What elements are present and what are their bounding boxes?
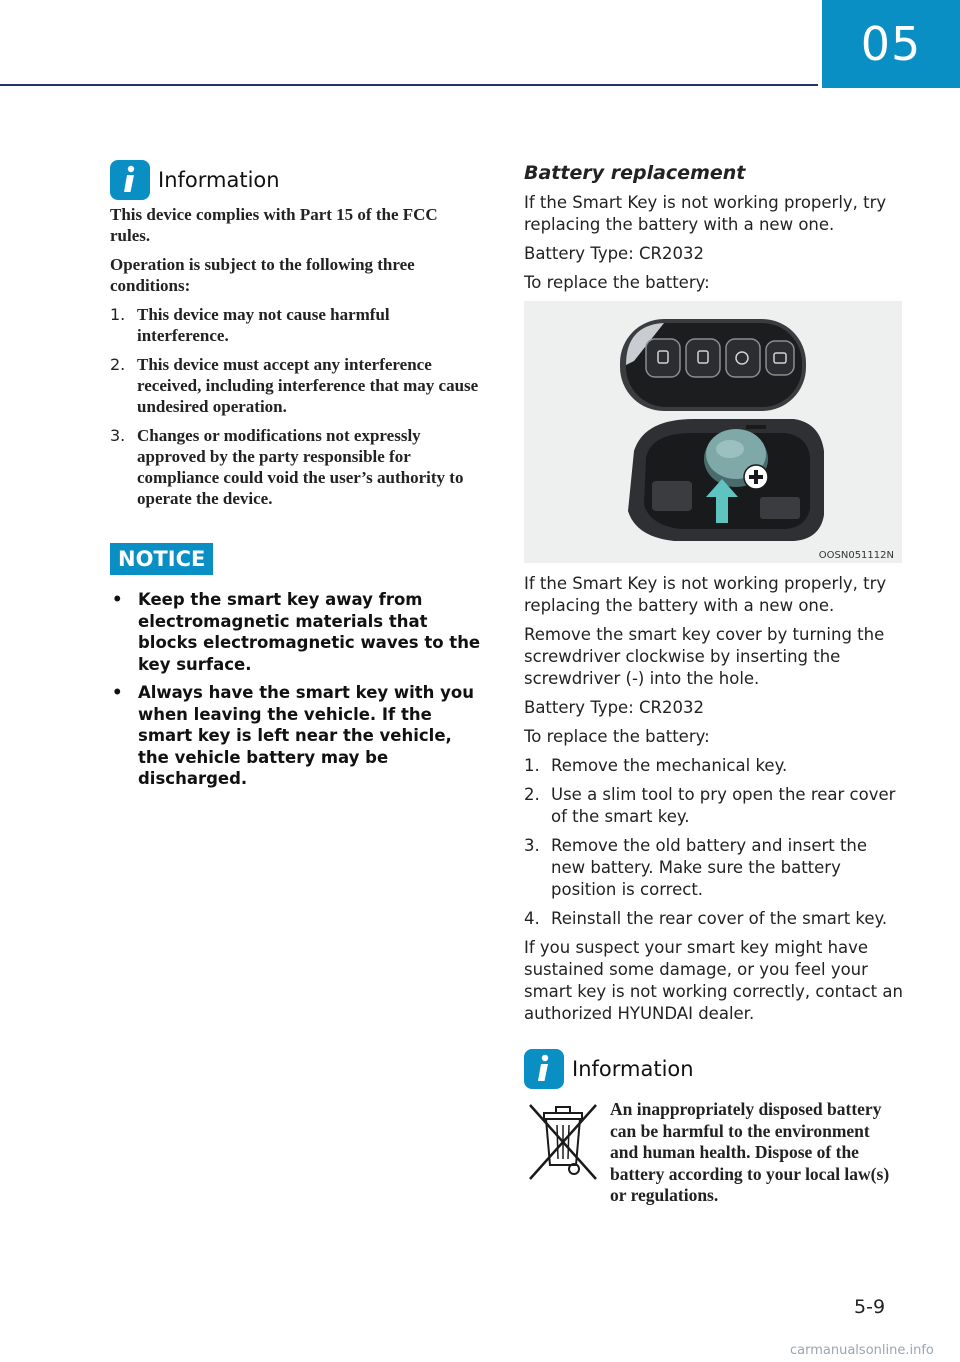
list-item: [110, 304, 482, 346]
chapter-tab: [822, 0, 960, 88]
steps-list: [524, 755, 904, 930]
body-paragraph: If the Smart Key is not working properly, try replacing the battery with a new one.: [524, 193, 887, 234]
figure-code: OOSN051112N: [818, 550, 894, 561]
watermark: carmanualsonline.info: [790, 1343, 934, 1358]
page-number: 5-9: [854, 1296, 886, 1318]
item-number: 3.: [110, 426, 126, 445]
disposal-info: [524, 1099, 904, 1207]
body-text: [524, 573, 904, 1025]
information-title: Information: [158, 168, 280, 192]
list-item: [110, 589, 482, 675]
step-number: 2.: [524, 785, 540, 804]
item-text: This device may not cause harmful interference.: [137, 305, 390, 345]
list-item: [524, 835, 904, 901]
body-paragraph: If you suspect your smart key might have sustained some damage, or you feel your smart key is not working correctly, contact an authorized HYUNDAI dealer.: [524, 938, 903, 1023]
conditions-list: [110, 304, 482, 509]
body-paragraph: To replace the battery:: [524, 727, 710, 746]
information-icon: [110, 160, 150, 200]
list-item: [524, 908, 904, 930]
info-paragraph: This device complies with Part 15 of the FCC rules.: [110, 205, 438, 245]
bullet: •: [112, 590, 123, 609]
list-item: [110, 354, 482, 417]
header-rule: [0, 84, 818, 86]
information-title: Information: [572, 1057, 694, 1081]
intro-text: [524, 192, 904, 294]
list-item: [110, 425, 482, 509]
body-paragraph: Remove the smart key cover by turning the screwdriver clockwise by inserting the screwdriver (-) into the hole.: [524, 625, 885, 688]
crossed-out-bin-icon: [524, 1099, 602, 1183]
information-header: [110, 160, 482, 200]
list-item: [524, 755, 904, 777]
item-number: 2.: [110, 355, 126, 374]
section-title: Battery replacement: [524, 162, 746, 184]
bullet: •: [112, 683, 123, 702]
step-number: 1.: [524, 756, 540, 775]
smart-key-illustration: [524, 301, 902, 563]
item-text: Changes or modifications not expressly approved by the party responsible for compliance could void the user’s authority to operate the device.: [137, 426, 464, 508]
step-text: Reinstall the rear cover of the smart key.: [551, 909, 888, 928]
fcc-info-text: [110, 204, 482, 509]
disposal-text: An inappropriately disposed battery can be harmful to the environment and human health. Dispose of the battery according to your local law(s) or regulations.: [610, 1099, 890, 1205]
information-header: [524, 1049, 904, 1089]
step-text: Use a slim tool to pry open the rear cover of the smart key.: [551, 785, 896, 826]
battery-type: Battery Type: CR2032: [524, 698, 704, 717]
body-paragraph: If the Smart Key is not working properly, try replacing the battery with a new one.: [524, 574, 887, 615]
step-text: Remove the old battery and insert the new battery. Make sure the battery position is correct.: [551, 836, 868, 899]
notice-list: [110, 589, 482, 790]
information-icon: [524, 1049, 564, 1089]
item-number: 1.: [110, 305, 126, 324]
item-text: This device must accept any interference received, including interference that may cause undesired operation.: [137, 355, 479, 416]
item-text: Always have the smart key with you when leaving the vehicle. If the smart key is left near the vehicle, the vehicle battery may be discharged.: [138, 683, 475, 788]
list-item: [524, 784, 904, 828]
list-item: [110, 682, 482, 790]
notice-label: NOTICE: [110, 543, 213, 575]
item-text: Keep the smart key away from electromagnetic materials that blocks electromagnetic waves to the key surface.: [138, 590, 481, 674]
step-number: 4.: [524, 909, 540, 928]
body-paragraph: To replace the battery:: [524, 273, 710, 292]
chapter-number: 05: [860, 17, 922, 71]
smart-key-figure: [524, 301, 902, 563]
step-text: Remove the mechanical key.: [551, 756, 788, 775]
left-column: [110, 160, 482, 797]
right-column: [524, 160, 904, 1207]
step-number: 3.: [524, 836, 540, 855]
battery-type: Battery Type: CR2032: [524, 244, 704, 263]
info-paragraph: Operation is subject to the following three conditions:: [110, 255, 415, 295]
